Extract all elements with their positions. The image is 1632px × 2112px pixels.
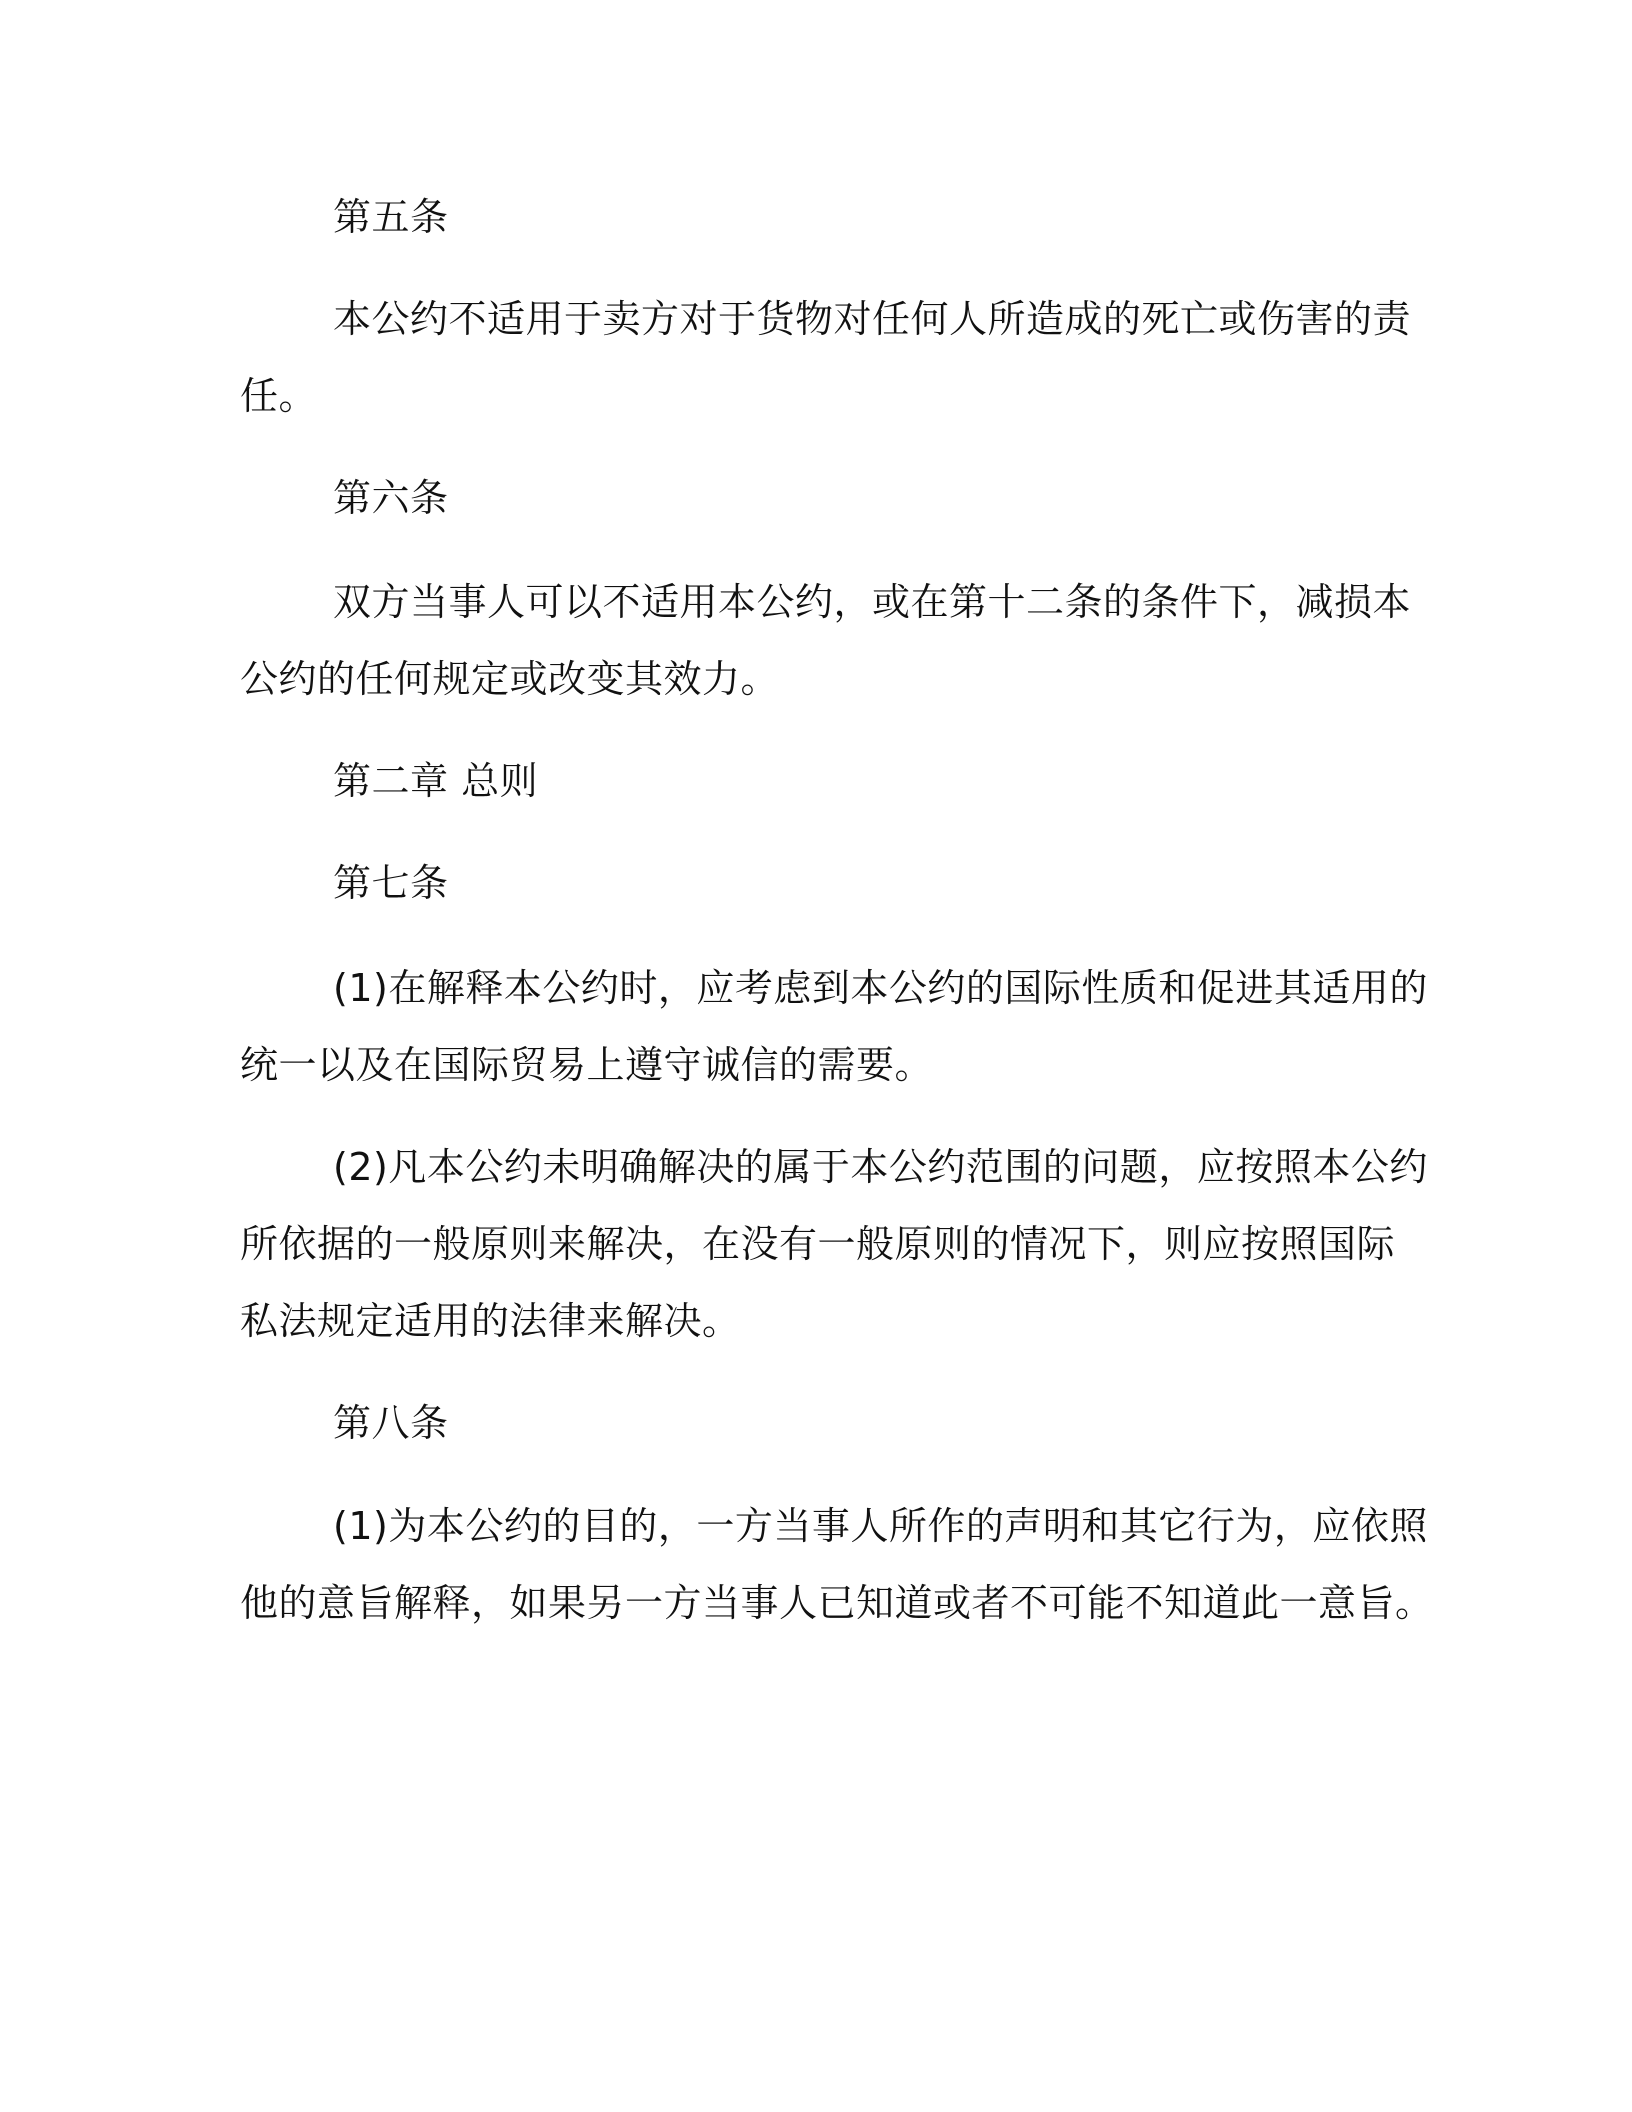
article-6-heading: 第六条 [333,476,449,520]
article-5-heading: 第五条 [333,195,449,239]
article-5-text-line-1: 本公约不适用于卖方对于货物对任何人所造成的死亡或伤害的责 [333,297,1412,341]
article-8-heading: 第八条 [333,1401,449,1445]
article-7-heading: 第七条 [333,861,449,905]
article-8-para-1-line-1: (1)为本公约的目的，一方当事人所作的声明和其它行为，应依照 [333,1504,1428,1548]
article-7-para-1-line-1: (1)在解释本公约时，应考虑到本公约的国际性质和促进其适用的 [333,966,1428,1010]
article-5-text-line-2: 任。 [240,374,318,418]
article-6-text-line-2: 公约的任何规定或改变其效力。 [240,657,780,701]
article-6-text-line-1: 双方当事人可以不适用本公约，或在第十二条的条件下，减损本 [333,580,1412,624]
article-8-para-1-line-2: 他的意旨解释，如果另一方当事人已知道或者不可能不知道此一意旨。 [240,1581,1434,1625]
article-7-para-2-line-3: 私法规定适用的法律来解决。 [240,1299,741,1343]
chapter-2-heading: 第二章 总则 [333,759,539,803]
article-7-para-1-line-2: 统一以及在国际贸易上遵守诚信的需要。 [240,1043,934,1087]
article-7-para-2-line-1: (2)凡本公约未明确解决的属于本公约范围的问题，应按照本公约 [333,1145,1428,1189]
article-7-para-2-line-2: 所依据的一般原则来解决，在没有一般原则的情况下，则应按照国际 [240,1222,1396,1266]
